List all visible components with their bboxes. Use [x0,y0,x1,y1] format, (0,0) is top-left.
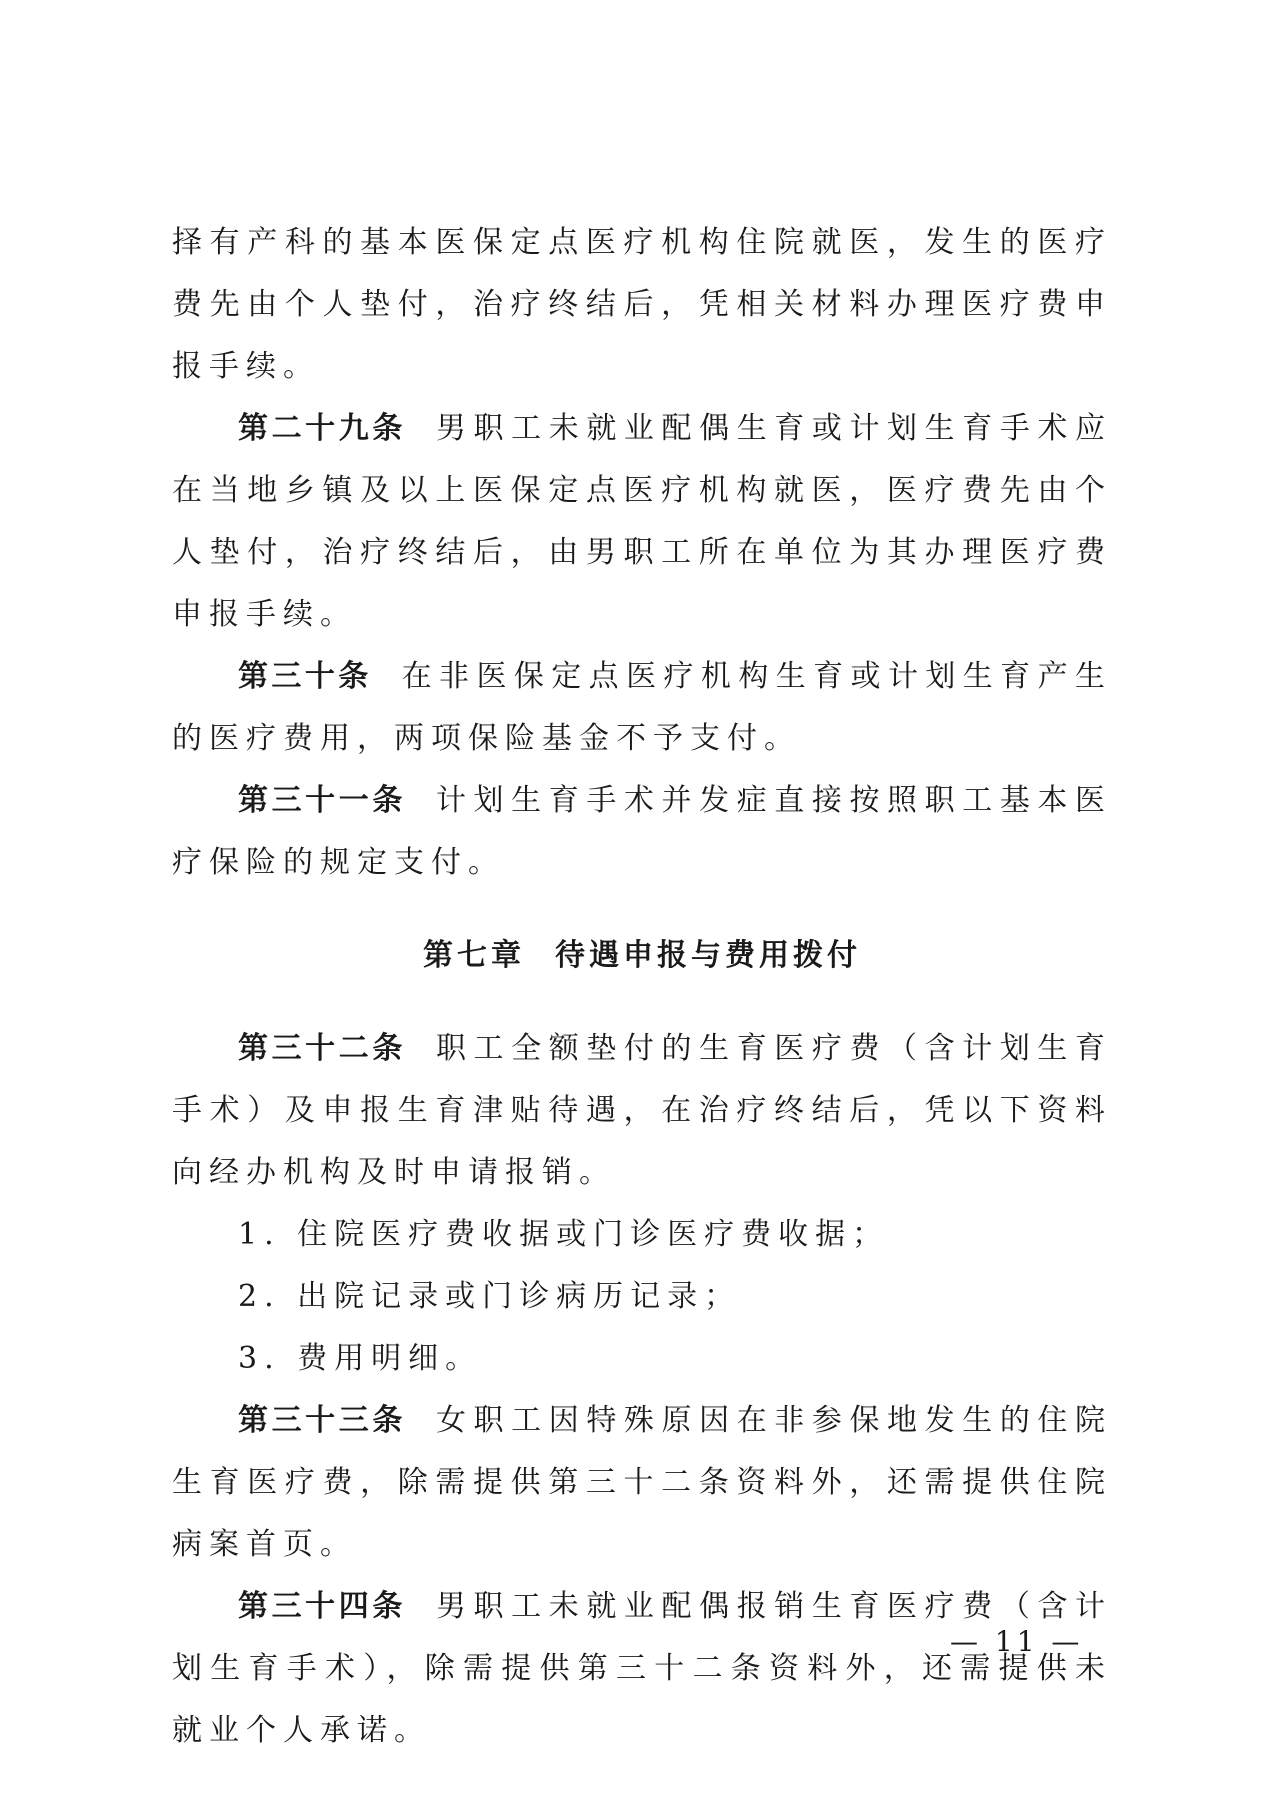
article-number: 第三十二条 [238,1031,406,1066]
article-text: 计划生育手术并发症直接按照职工基本医疗保险的规定支付。 [172,783,1113,880]
article-text: 在非医保定点医疗机构生育或计划生育产生的医疗费用，两项保险基金不予支付。 [172,659,1113,756]
article-number: 第三十一条 [238,783,406,818]
article-text: 男职工未就业配偶报销生育医疗费（含计划生育手术），除需提供第三十二条资料外，还需提供未就业个人承诺。 [172,1589,1113,1748]
article-number: 第三十条 [238,659,372,694]
document-body [172,212,1112,1762]
article-text: 男职工未就业配偶生育或计划生育手术应在当地乡镇及以上医保定点医疗机构就医，医疗费先由个人垫付，治疗终结后，由男职工所在单位为其办理医疗费申报手续。 [172,411,1113,632]
article-34 [172,1576,1112,1762]
chapter-title: 待遇申报与费用拨付 [555,938,861,973]
article-number: 第二十九条 [238,411,406,446]
paragraph-text: 择有产科的基本医保定点医疗机构住院就医，发生的医疗费先由个人垫付，治疗终结后，凭相关材料办理医疗费申报手续。 [172,225,1112,384]
paragraph-continuation [172,212,1112,398]
article-29 [172,398,1112,646]
list-item: 3. 费用明细。 [238,1341,483,1376]
article-33 [172,1390,1112,1576]
article-number: 第三十四条 [238,1589,406,1624]
page-number: — 11 — [950,1625,1084,1658]
article-32 [172,1018,1112,1204]
list-item: 1. 住院医疗费收据或门诊医疗费收据； [238,1217,890,1252]
article-number: 第三十三条 [238,1403,406,1438]
article-30 [172,646,1112,770]
chapter-heading [172,894,1112,1018]
article-text: 职工全额垫付的生育医疗费（含计划生育手术）及申报生育津贴待遇，在治疗终结后，凭以下资料向经办机构及时申请报销。 [172,1031,1113,1190]
article-31 [172,770,1112,894]
chapter-number: 第七章 [423,938,525,973]
list-item: 2. 出院记录或门诊病历记录； [238,1279,742,1314]
article-text: 女职工因特殊原因在非参保地发生的住院生育医疗费，除需提供第三十二条资料外，还需提供住院病案首页。 [172,1403,1113,1562]
